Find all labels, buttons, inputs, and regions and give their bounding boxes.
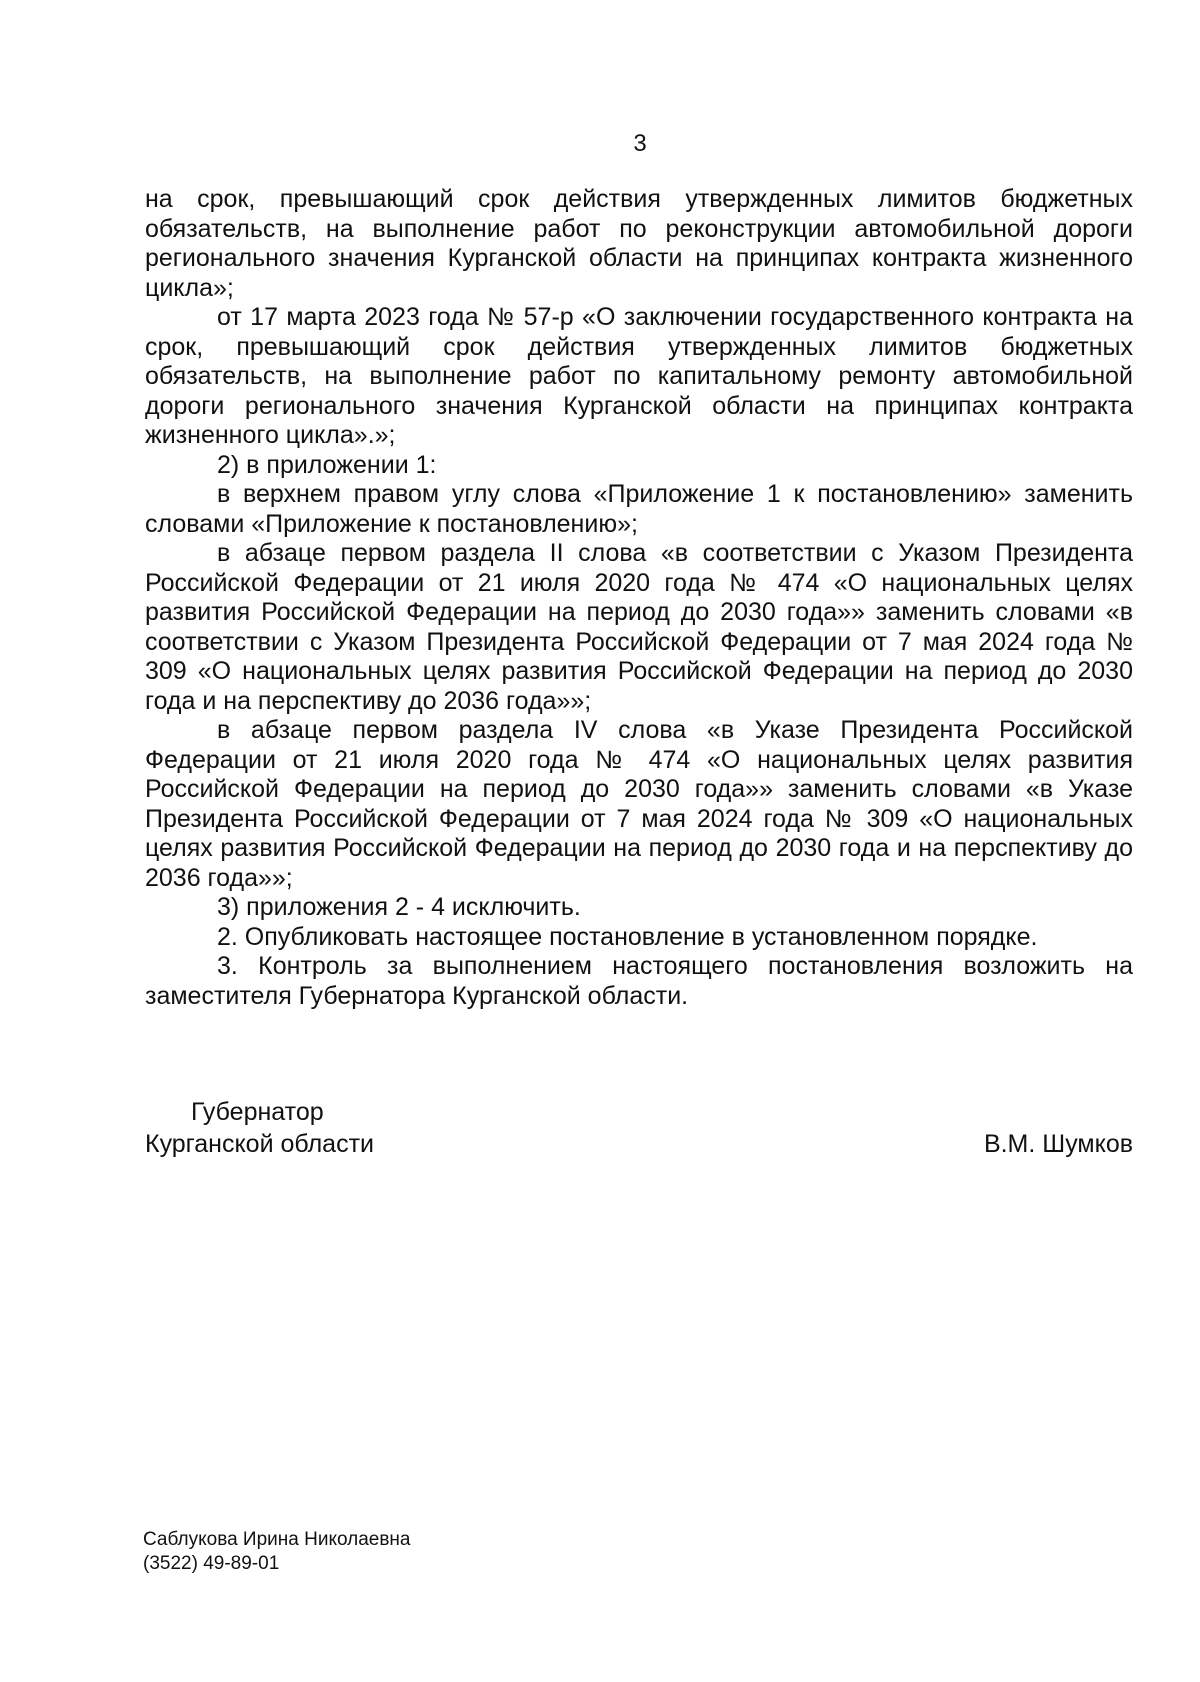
paragraph-6: в абзаце первом раздела IV слова «в Указе Президента Российской Федерации от 21 июля 2020 года № 474 «О национальных целях развития Российской Федерации на период до 2030 года»» заменить словами «в Указе Президента Российской Федерации от 7 мая 2024 года № 309 «О национальных целях развития Российской Федерации на период до 2030 года и на перспективу до 2036 года»»;: [145, 716, 1133, 892]
signatory-name: В.М. Шумков: [983, 1129, 1133, 1158]
contact-block: [143, 1528, 411, 1576]
contact-name: Саблукова Ирина Николаевна: [143, 1529, 411, 1550]
signatory-title-line1: Губернатор: [191, 1098, 324, 1126]
signature-block: [145, 1098, 1133, 1159]
contact-phone: (3522) 49-89-01: [143, 1553, 280, 1574]
paragraph-4: в верхнем правом углу слова «Приложение 1 к постановлению» заменить словами «Приложение к постановлению»;: [145, 480, 1133, 538]
paragraph-1: на срок, превышающий срок действия утвержденных лимитов бюджетных обязательств, на выполнение работ по реконструкции автомобильной дороги регионального значения Курганской области на принципах контракта жизненного цикла»;: [145, 185, 1133, 302]
paragraph-7: 3) приложения 2 - 4 исключить.: [217, 893, 581, 921]
paragraph-5: в абзаце первом раздела II слова «в соответствии с Указом Президента Российской Федерации от 21 июля 2020 года № 474 «О национальных целях развития Российской Федерации на период до 2030 года»» заменить словами «в соответствии с Указом Президента Российской Федерации от 7 мая 2024 года № 309 «О национальных целях развития Российской Федерации на период до 2030 года и на перспективу до 2036 года»»;: [145, 539, 1133, 715]
signature-row: [145, 1128, 1133, 1160]
paragraph-3: 2) в приложении 1:: [217, 450, 437, 479]
paragraph-8: 2. Опубликовать настоящее постановление в установленном порядке.: [217, 922, 1038, 951]
paragraph-9: 3. Контроль за выполнением настоящего постановления возложить на заместителя Губернатора Курганской области.: [145, 952, 1133, 1010]
signatory-title-line2: Курганской области: [145, 1129, 375, 1158]
document-body: [145, 185, 1133, 1011]
page-number: 3: [633, 130, 647, 157]
paragraph-2: от 17 марта 2023 года № 57-р «О заключении государственного контракта на срок, превышающий срок действия утвержденных лимитов бюджетных обязательств, на выполнение работ по капитальному ремонту автомобильной дороги регионального значения Курганской области на принципах контракта жизненного цикла».»;: [145, 303, 1133, 449]
